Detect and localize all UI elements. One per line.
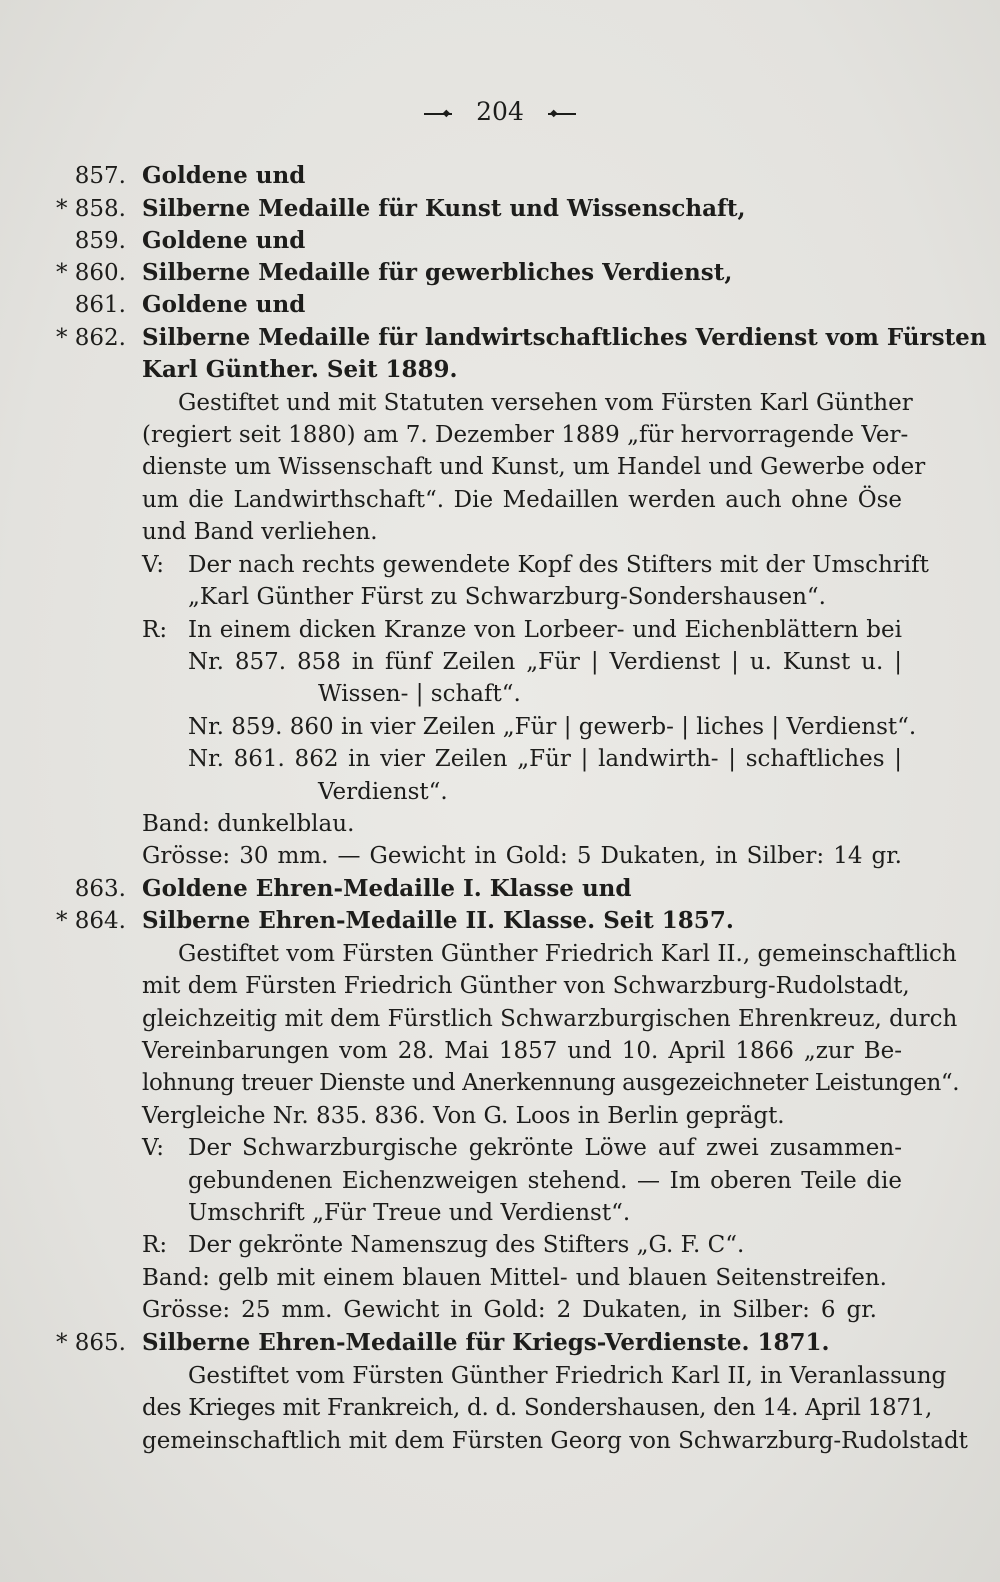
entry-number: * 862.: [55, 325, 126, 351]
text-line: gemeinschaftlich mit dem Fürsten Georg von Schwarzburg-Rudolstadt: [142, 1428, 968, 1454]
entry-title: Silberne Medaille für gewerbliches Verdienst,: [142, 259, 733, 286]
entry-860: [0, 257, 1000, 289]
entry-865: [0, 1327, 1000, 1359]
page-number: 204: [476, 97, 524, 126]
entry-859: [0, 225, 1000, 257]
entry-number: 859.: [74, 228, 126, 254]
band-line: Band: dunkelblau.: [142, 811, 355, 837]
page-header: [0, 94, 1000, 130]
entry-number: * 858.: [55, 196, 126, 222]
band-line: Band: gelb mit einem blauen Mittel- und blauen Seitenstreifen.: [142, 1265, 887, 1291]
ornament-left-icon: [424, 109, 452, 119]
text-line: Nr. 857. 858 in fünf Zeilen „Für | Verdienst | u. Kunst u. |: [188, 649, 902, 675]
text-line: dienste um Wissenschaft und Kunst, um Handel und Gewerbe oder: [142, 454, 926, 480]
entry-title: Goldene und: [142, 291, 306, 318]
entry-number: 863.: [74, 876, 126, 902]
entry-864: [0, 905, 1000, 937]
entry-title: Goldene und: [142, 162, 306, 189]
text-line: mit dem Fürsten Friedrich Günther von Schwarzburg-Rudolstadt,: [142, 973, 910, 999]
text-line: Nr. 861. 862 in vier Zeilen „Für | landwirth- | schaftliches |: [188, 746, 902, 772]
entry-861: [0, 289, 1000, 321]
reverse-label: R:: [142, 1232, 168, 1258]
entry-862: [0, 322, 1000, 354]
obverse-label: V:: [142, 552, 165, 578]
text-line: Gestiftet und mit Statuten versehen vom Fürsten Karl Günther: [178, 390, 913, 416]
text-line: Vergleiche Nr. 835. 836. Von G. Loos in Berlin geprägt.: [142, 1103, 785, 1129]
size-line: Grösse: 30 mm. — Gewicht in Gold: 5 Dukaten, in Silber: 14 gr.: [142, 843, 902, 869]
ornament-right-icon: [548, 109, 576, 119]
entry-862-title-cont: [0, 354, 1000, 386]
text-line: (regiert seit 1880) am 7. Dezember 1889 „für hervorragende Ver-: [142, 422, 909, 448]
entry-title: Silberne Medaille für Kunst und Wissenschaft,: [142, 195, 746, 222]
text-line: um die Landwirthschaft“. Die Medaillen werden auch ohne Öse: [142, 487, 902, 513]
text-line: Nr. 859. 860 in vier Zeilen „Für | gewerb- | liches | Verdienst“.: [188, 714, 917, 740]
entry-number: 861.: [74, 292, 126, 318]
entry-863: [0, 873, 1000, 905]
text-line: und Band verliehen.: [142, 519, 378, 545]
entry-number: * 864.: [55, 908, 126, 934]
reverse-line: R: In einem dicken Kranze von Lorbeer- und Eichenblättern bei: [0, 614, 1000, 646]
text-line: Umschrift „Für Treue und Verdienst“.: [188, 1200, 631, 1226]
entry-title: Silberne Ehren-Medaille für Kriegs-Verdienste. 1871.: [142, 1329, 830, 1356]
text-line: gebundenen Eichenzweigen stehend. — Im oberen Teile die: [188, 1168, 902, 1194]
entry-858: [0, 193, 1000, 225]
text-line: „Karl Günther Fürst zu Schwarzburg-Sondershausen“.: [188, 584, 826, 610]
entry-title-continuation: Karl Günther. Seit 1889.: [142, 356, 458, 383]
text-line: Wissen- | schaft“.: [318, 681, 521, 707]
text-line: lohnung treuer Dienste und Anerkennung ausgezeichneter Leistungen“.: [142, 1070, 960, 1096]
text-line: Verdienst“.: [318, 779, 448, 805]
text-line: Gestiftet vom Fürsten Günther Friedrich Karl II, in Veranlassung: [188, 1363, 947, 1389]
reverse-label: R:: [142, 617, 168, 643]
obverse-line: V: Der Schwarzburgische gekrönte Löwe auf zwei zusammen-: [0, 1132, 1000, 1164]
entry-title: Goldene Ehren-Medaille I. Klasse und: [142, 875, 632, 902]
text-line: des Krieges mit Frankreich, d. d. Sondershausen, den 14. April 1871,: [142, 1395, 933, 1421]
entry-number: * 860.: [55, 260, 126, 286]
entry-number: * 865.: [55, 1330, 126, 1356]
entry-857: [0, 160, 1000, 192]
text-line: Gestiftet vom Fürsten Günther Friedrich Karl II., gemeinschaftlich: [178, 941, 957, 967]
entry-title: Silberne Ehren-Medaille II. Klasse. Seit 1857.: [142, 907, 734, 934]
text-line: gleichzeitig mit dem Fürstlich Schwarzburgischen Ehrenkreuz, durch: [142, 1006, 958, 1032]
obverse-line: V: Der nach rechts gewendete Kopf des Stifters mit der Umschrift: [0, 549, 1000, 581]
entry-title: Silberne Medaille für landwirtschaftliches Verdienst vom Fürsten: [142, 324, 987, 351]
obverse-label: V:: [142, 1135, 165, 1161]
text-line: Vereinbarungen vom 28. Mai 1857 und 10. April 1866 „zur Be-: [142, 1038, 902, 1064]
entry-number: 857.: [74, 163, 126, 189]
entry-title: Goldene und: [142, 227, 306, 254]
reverse-line: R: Der gekrönte Namenszug des Stifters „G. F. C“.: [0, 1229, 1000, 1261]
size-line: Grösse: 25 mm. Gewicht in Gold: 2 Dukaten, in Silber: 6 gr.: [142, 1297, 877, 1323]
